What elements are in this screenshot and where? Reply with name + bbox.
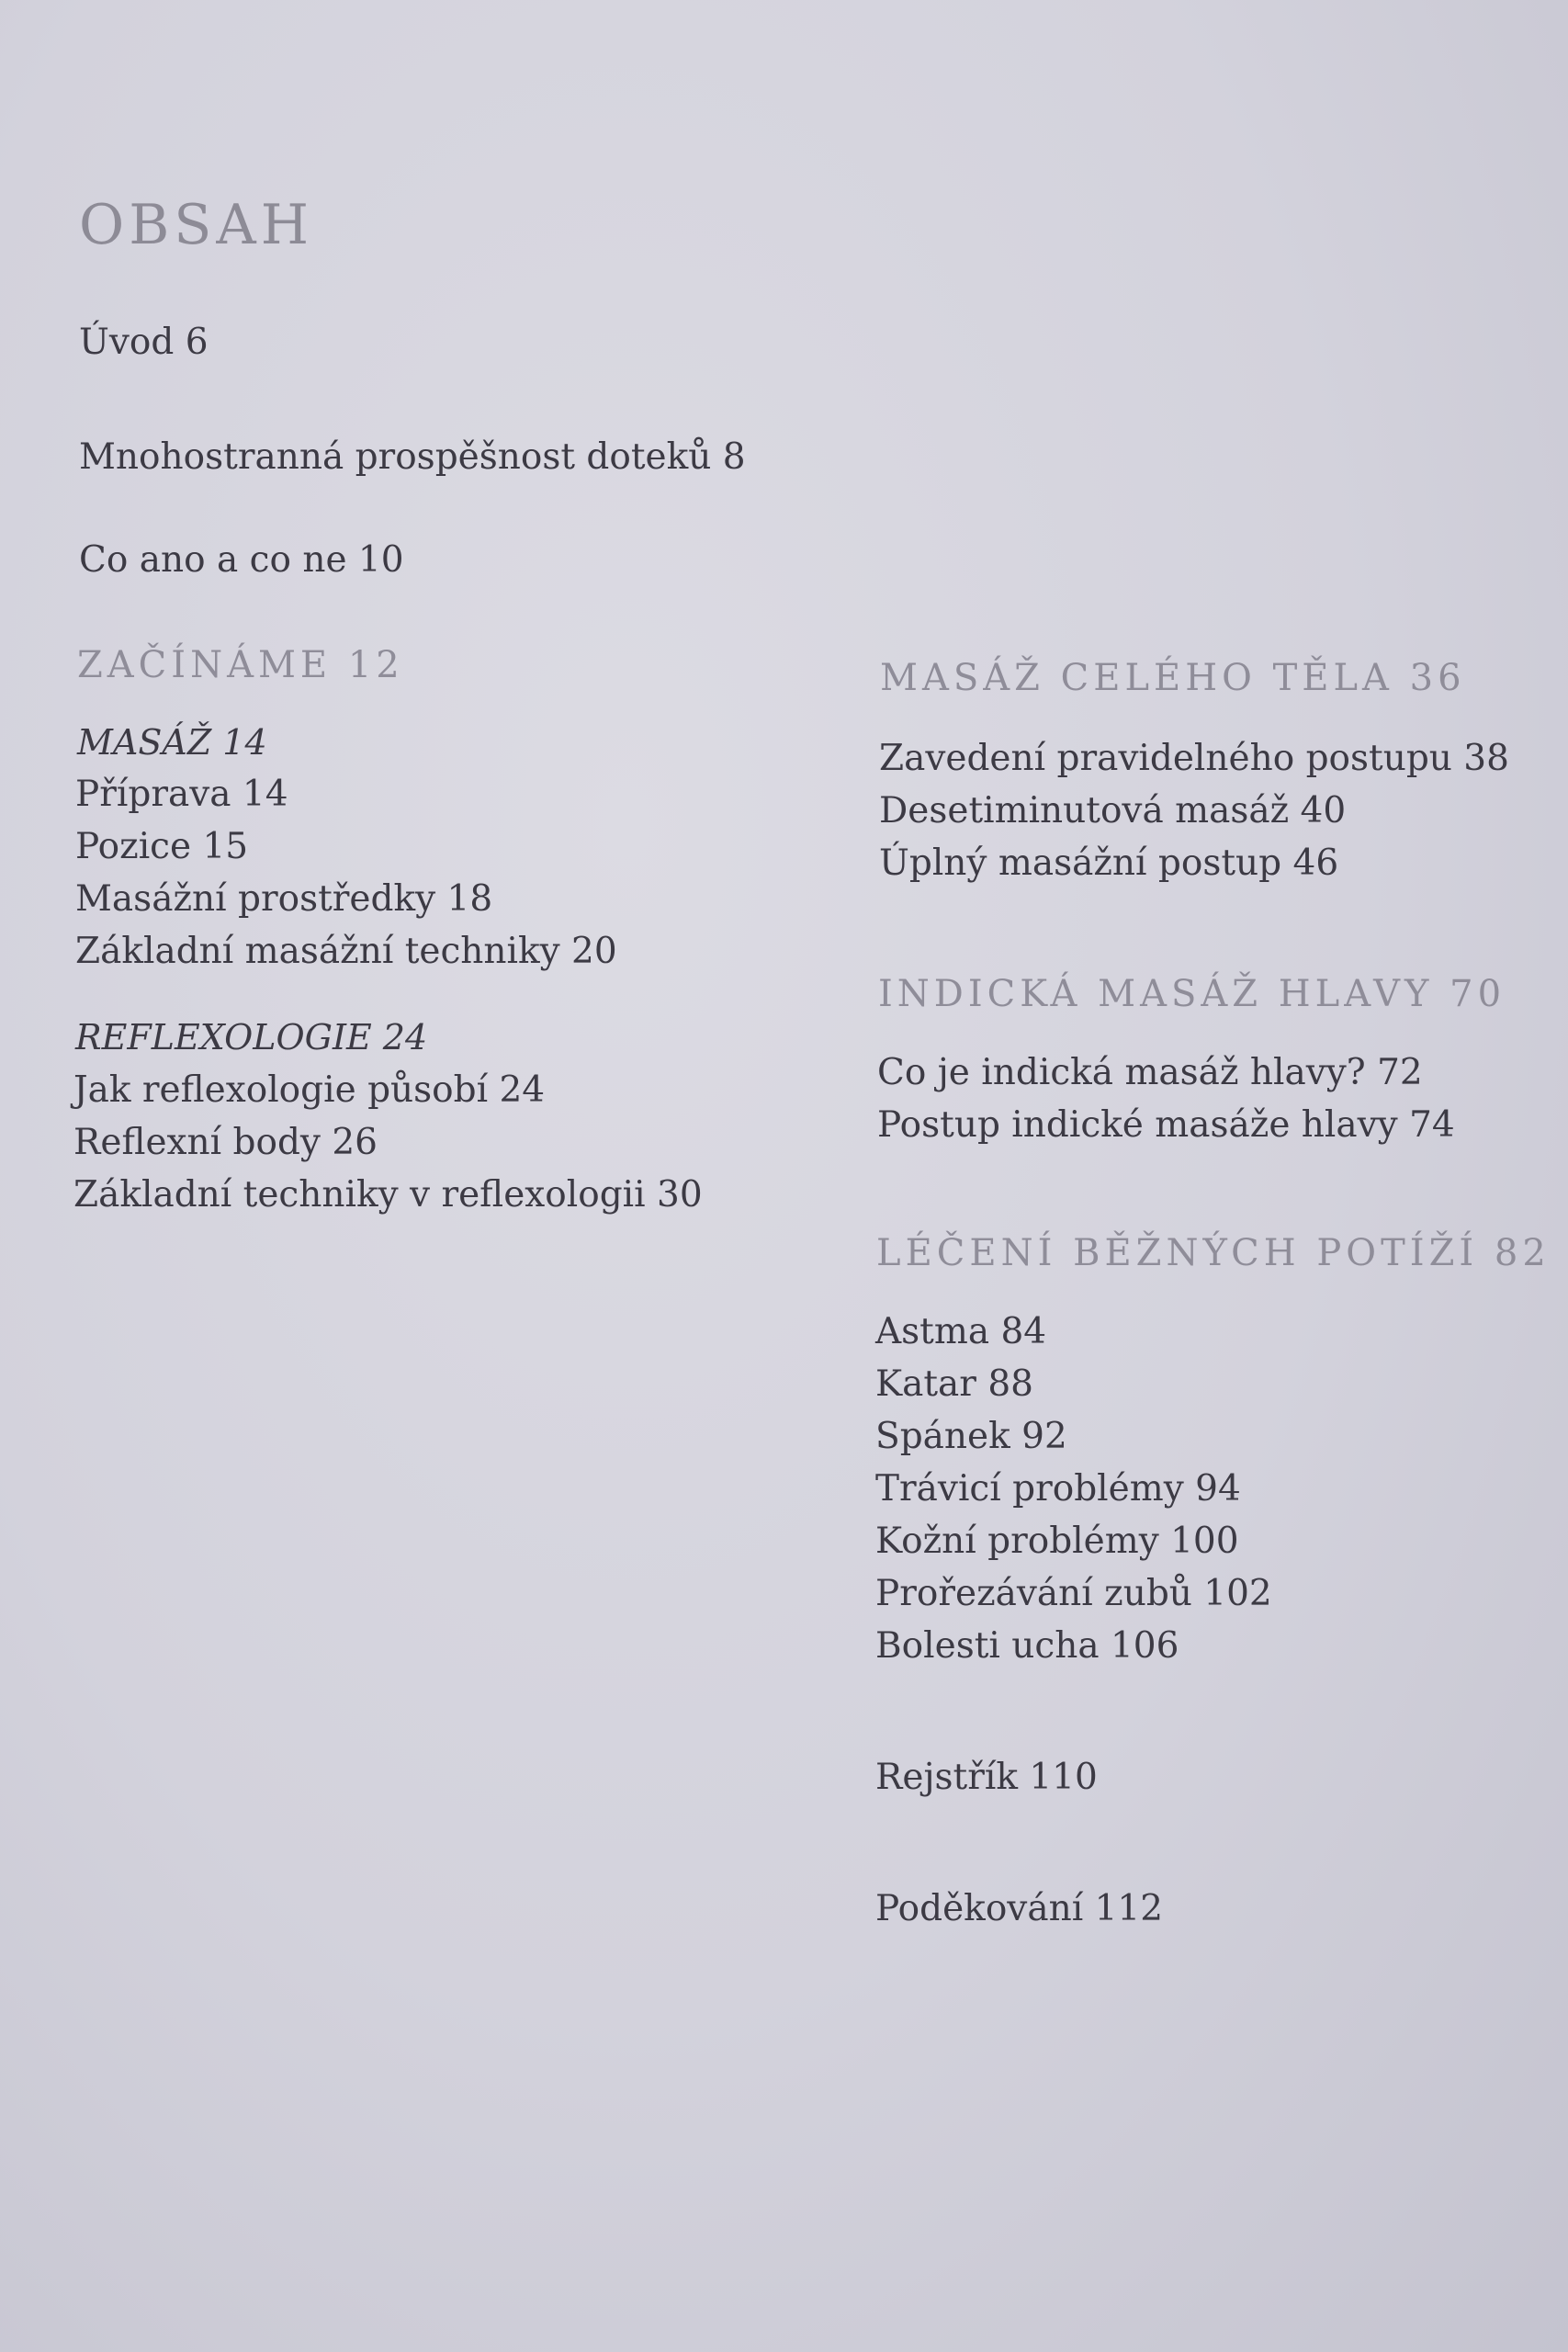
list-item: Úplný masážní postup 46 (879, 842, 1339, 884)
list-item: Trávicí problémy 94 (875, 1468, 1241, 1510)
toc-list-cele-telo (879, 732, 1509, 889)
toc-list-reflexologie (73, 1064, 703, 1221)
toc-list-indicka (877, 1046, 1455, 1151)
toc-list-masaz (75, 768, 617, 978)
list-item: Bolesti ucha 106 (875, 1625, 1179, 1667)
toc-list-leceni (875, 1306, 1272, 1672)
toc-entry-co-ano: Co ano a co ne 10 (79, 539, 404, 581)
list-item: Co je indická masáž hlavy? 72 (877, 1052, 1423, 1093)
toc-entry-prospesnost: Mnohostranná prospěšnost doteků 8 (79, 436, 746, 478)
list-item: Desetiminutová masáž 40 (879, 790, 1347, 831)
toc-entry-rejstrik: Rejstřík 110 (875, 1757, 1098, 1798)
list-item: Jak reflexologie působí 24 (73, 1069, 546, 1111)
section-heading-zaciname: ZAČÍNÁME 12 (77, 644, 404, 686)
list-item: Astma 84 (875, 1311, 1047, 1352)
list-item: Kožní problémy 100 (875, 1521, 1239, 1562)
list-item: Spánek 92 (875, 1416, 1067, 1457)
toc-entry-uvod: Úvod 6 (79, 322, 209, 363)
subheading-reflexologie: REFLEXOLOGIE 24 (75, 1017, 428, 1057)
page-title: OBSAH (79, 193, 314, 257)
subheading-masaz: MASÁŽ 14 (77, 722, 267, 763)
section-heading-cele-telo: MASÁŽ CELÉHO TĚLA 36 (880, 657, 1466, 699)
section-heading-leceni: LÉČENÍ BĚŽNÝCH POTÍŽÍ 82 (876, 1232, 1551, 1274)
toc-entry-podekovani: Poděkování 112 (875, 1888, 1164, 1929)
list-item: Reflexní body 26 (73, 1122, 378, 1163)
list-item: Prořezávání zubů 102 (875, 1573, 1272, 1614)
list-item: Příprava 14 (75, 774, 288, 815)
list-item: Postup indické masáže hlavy 74 (877, 1104, 1455, 1146)
list-item: Základní techniky v reflexologii 30 (73, 1174, 703, 1216)
list-item: Masážní prostředky 18 (75, 878, 493, 920)
list-item: Zavedení pravidelného postupu 38 (879, 738, 1509, 779)
list-item: Pozice 15 (75, 826, 249, 867)
list-item: Základní masážní techniky 20 (75, 931, 617, 972)
section-heading-indicka: INDICKÁ MASÁŽ HLAVY 70 (878, 973, 1506, 1015)
list-item: Katar 88 (875, 1363, 1033, 1405)
